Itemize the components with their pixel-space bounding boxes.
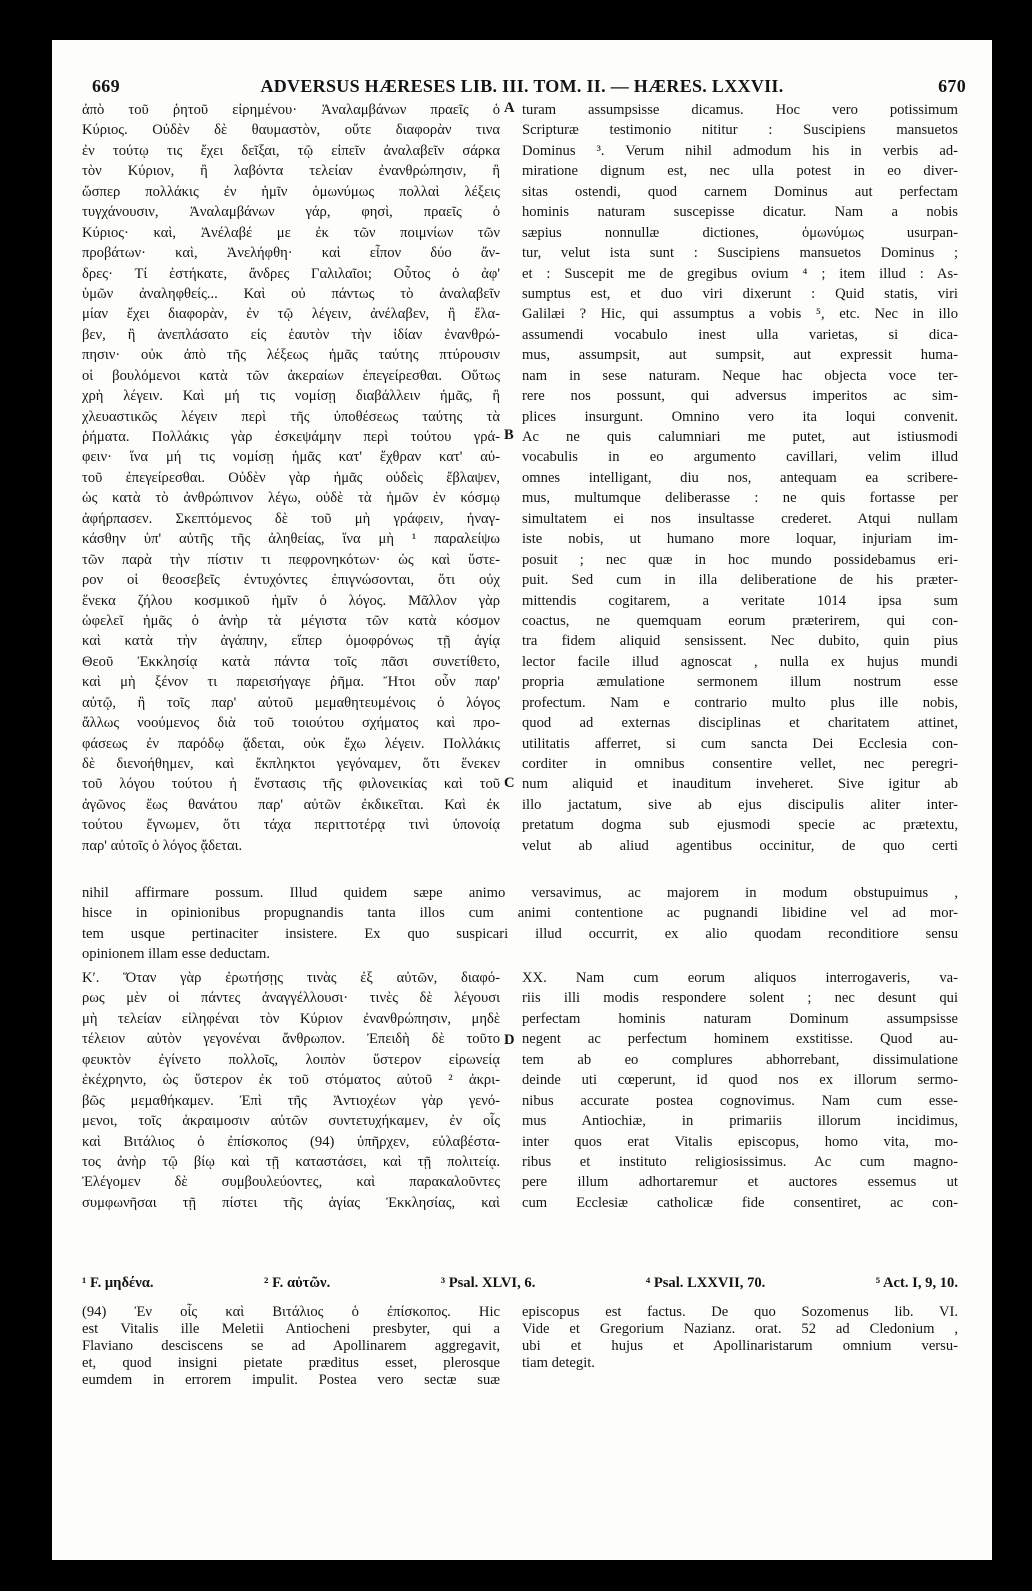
text-line: Ac ne quis calumniari me putet, aut istiusmodi <box>522 429 958 445</box>
text-line: illo jactatum, sive ab ejus discipulis aliter inter- <box>522 796 958 813</box>
text-line: rere nos possunt, qui adversus imperitos ac sim- <box>522 388 958 405</box>
page-number-left: 669 <box>92 76 120 96</box>
text-line: mittendis cogitarem, a veritate 1014 ipsa sum <box>522 592 958 609</box>
text-line: opinionem illam esse deductam. <box>82 946 271 963</box>
text-line: καὶ Βιτάλιος ὁ ἐπίσκοπος (94) ὑπῆρχεν, εὐλαβέστα- <box>82 1133 500 1150</box>
text-line: nibus accurate postea cognovimus. Nam cum esse- <box>522 1092 958 1109</box>
text-line: οἱ βουλόμενοι κατὰ τῶν ἀκεραίων ἐπεγείρεσθαι. Οὕτως <box>82 367 500 384</box>
text-line: tem ab eo complures abhorrebant, dissimulatione <box>522 1051 958 1068</box>
page-number-right: 670 <box>938 76 966 96</box>
paper-sheet <box>52 40 992 1560</box>
text-line: nam in sese naturam. Neque hac objecta voce ter- <box>522 367 958 384</box>
text-line: et, quod insigni pietate præditus esset, plerosque <box>82 1355 500 1371</box>
footnotes <box>82 1275 958 1292</box>
text-line: Flaviano desciscens se ad Apollinarem aggregavit, <box>82 1338 500 1354</box>
text-line: καὶ μὴ ξένον τι παρεισήγαγε ῥῆμα. Ἤτοι οὖν παρ' <box>82 674 500 691</box>
text-line: μίαν ἔχει διαφορὰν, ἐν τῷ λέγειν, ἀνέλαβεν, ἢ ἔλα- <box>82 306 500 323</box>
text-line: puit. Sed cum in illa deliberatione de his præter- <box>522 572 958 589</box>
footnote: ⁴ Psal. LXXVII, 70. <box>645 1275 766 1291</box>
text-line: καὶ κατὰ τὴν ἀγάπην, εἴπερ ὁμοφρόνως τῇ ἁγίᾳ <box>82 633 500 650</box>
text-line: est Vitalis ille Meletii Antiocheni presbyter, qui a <box>82 1321 500 1337</box>
text-line: ὡς κατὰ τὸ ἀνθρώπινον λέγω, οὐδὲ τὰ ἡμῶν ἐν κόσμῳ <box>82 490 500 507</box>
text-line: τοῦ λόγου τούτου ἡ ἔνστασις τῆς φιλονεικίας καὶ τοῦ <box>82 776 500 793</box>
text-line: ubi et hujus et Apollinaristarum omnium versu- <box>522 1338 958 1354</box>
text-line: negent ac perfectum hominem exstitisse. Quod au- <box>522 1031 958 1048</box>
text-line: corditer in omnibus consentire vellet, nec peregri- <box>522 756 958 772</box>
text-line: velut ab aliud agentibus occinitur, de quo certi <box>522 837 958 854</box>
text-line: deinde uti cœperunt, id quod nos ex illorum sermo- <box>522 1072 958 1089</box>
text-line: παρ' αὐτοῖς ὁ λόγος ᾄδεται. <box>82 837 243 854</box>
text-line: ἐν τούτῳ τις ἔχει δεῖξαι, τῷ εἰπεῖν ἀναλαβεῖν σάρκα <box>82 142 500 159</box>
text-line: Dominus ³. Verum nihil admodum his in verbis ad- <box>522 142 958 159</box>
text-line: χρὴ λέγειν. Καὶ μή τις νομίσῃ διαβάλλειν ἡμᾶς, ἢ <box>82 388 500 405</box>
text-line: ρον οἱ θεοσεβεῖς ἐντυχόντες ἐπιγνώσονται, ὅτι οὐχ <box>82 572 500 589</box>
text-line: riis illi modis respondere solent ; nec desunt qui <box>522 990 958 1007</box>
text-line: profectum. Nam e contrario multo plus ille nobis, <box>522 694 958 711</box>
text-line: inter quos erat Vitalis episcopus, homo vita, mo- <box>522 1133 958 1150</box>
text-line: et : Suscepit me de gregibus ovium ⁴ ; item illud : As- <box>522 265 958 282</box>
text-line: ῥήματα. Πολλάκις γὰρ ἐσκεψάμην περὶ τούτου γρά- <box>82 429 500 445</box>
text-line: Scripturæ testimonio nititur : Suscipiens mansuetos <box>522 122 958 139</box>
text-line: coactus, ne quemquam eorum præterirem, qui con- <box>522 612 958 629</box>
text-line: ἕνεκα ζήλου κοσμικοῦ ἡμῖν ὁ λόγος. Μᾶλλον γὰρ <box>82 592 500 609</box>
text-line: φειν· ἵνα μή τις νομίσῃ ἡμᾶς κατ' ἔχθραν κατ' αὐ- <box>82 449 500 466</box>
text-line: τέλειον αὐτὸν γεγονέναι ἄνθρωπον. Ἐπειδὴ δὲ τοῦτο <box>82 1031 500 1048</box>
text-line: tur, velut ista sunt : Suscipiens mansuetos Dominus ; <box>522 245 958 262</box>
text-line: φάσεως ἐν παρόδῳ ᾄδεται, οὐκ ἔχω λέγειν. Πολλάκις <box>82 735 500 752</box>
text-line: μὴ τελείαν εἰληφέναι τὸν Κύριον ἐνανθρώπησιν, μηδὲ <box>82 1010 500 1027</box>
text-line: ribus et instituto religiosissimus. Ac cum magno- <box>522 1153 958 1170</box>
text-line: mus, assumpsit, aut sumpsit, aut expressit huma- <box>522 347 958 364</box>
text-line: propria æmulatione sermonem illum nostrum esse <box>522 674 958 691</box>
text-line: tra fidem aliquid sensissent. Nec dubito, quin pius <box>522 633 958 650</box>
text-line: ἀγῶνος ἕως θανάτου παρ' αὐτῶν ἐκδικεῖται. Καὶ ἐκ <box>82 796 500 813</box>
text-line: φευκτὸν ἐγίνετο πολλοῖς, λοιπὸν ὕστερον εἰρωνείᾳ <box>82 1051 500 1068</box>
commentary-note-right <box>522 1304 958 1372</box>
text-line: tem usque pertinaciter insistere. Ex quo suspicari illud occurrit, ex alio quodam reconditiore sensu <box>82 925 958 942</box>
margin-letter-c: C <box>504 775 515 791</box>
text-line: episcopus est factus. De quo Sozomenus lib. VI. <box>522 1304 958 1320</box>
text-line: utilitatis afferret, si cum sancta Dei Ecclesia con- <box>522 735 958 752</box>
text-line: simultatem ei nos insultasse crederet. Atqui nullam <box>522 510 958 527</box>
text-line: posuit ; nec quæ in hoc mundo possidebamus eri- <box>522 551 958 568</box>
text-line: προβάτων· καὶ, Ἀνελήφθη· καὶ εἶπον δύο ἄν- <box>82 245 500 262</box>
text-line: Κύριος· καὶ, Ἀνέλαβέ με ἐκ τῶν ποιμνίων τῶν <box>82 224 500 241</box>
text-line: μενοι, τοῖς ἀκραιμοσιν αὐτῶν συντετυχήκαμεν, ἐν οἷς <box>82 1113 500 1130</box>
text-line: ἐκέχρηντο, ὡς ὕστερον ἐκ τοῦ στόματος αὐτοῦ ² ἀκρι- <box>82 1072 500 1089</box>
text-line: mus, multumque deliberasse : ne quis fortasse per <box>522 490 958 507</box>
text-line: πησιν· οὐκ ἀπὸ τῆς λέξεως ἡμᾶς ταύτης πτύρουσιν <box>82 347 500 364</box>
text-line: pere illum adhortaremur et auctores essemus ut <box>522 1174 958 1191</box>
text-line: hominis naturam suscepisse dicatur. Nam a nobis <box>522 204 958 221</box>
text-line: quod ad externas disciplinas et charitatem attinet, <box>522 715 958 732</box>
text-line: βῶς μεμαθήκαμεν. Ἐπὶ τῆς Ἀντιοχέων γὰρ γενό- <box>82 1092 500 1109</box>
text-line: τούτου ἔγνωμεν, ὅτι τάχα περιττοτέρᾳ τινὶ ὑπονοίᾳ <box>82 817 500 834</box>
text-line: συμφωνῆσαι τῇ πίστει τῆς ἁγίας Ἐκκλησίας, καὶ <box>82 1194 500 1211</box>
text-line: τὸν Κύριον, ἢ λαβόντα τελείαν ἐνανθρώπησιν, ἢ <box>82 163 500 180</box>
text-line: sitas ostendi, quod carnem Dominus aut perfectam <box>522 183 958 200</box>
text-line: iste nobis, ut humano more loquar, injuriam im- <box>522 531 958 548</box>
text-line: ἀπὸ τοῦ ῥητοῦ εἰρημένου· Ἀναλαμβάνων πραεῖς ὁ <box>82 102 500 118</box>
text-line: turam assumpsisse dicamus. Hoc vero potissimum <box>522 102 958 118</box>
running-title: ADVERSUS HÆRESES LIB. III. TOM. II. — HÆRES. LXXVII. <box>260 76 784 96</box>
text-line: perfectam hominis naturam Dominum assumpsisse <box>522 1010 958 1027</box>
text-line: sumptus est, et duo viri dixerunt : Quid statis, viri <box>522 285 958 302</box>
footnote: ⁵ Act. I, 9, 10. <box>875 1275 958 1291</box>
margin-letter-b: B <box>504 427 514 443</box>
text-line: τῶν παρὰ τὴν πίστιν τι πεφρονηκότων· ὡς καὶ ὕστε- <box>82 551 500 568</box>
footnote: ¹ F. μηδένα. <box>82 1275 154 1291</box>
text-line: omnes intelligant, diu nos, antequam ea scribere- <box>522 469 958 486</box>
greek-column-section-xx <box>82 968 500 1213</box>
text-line: ὥσπερ πολλάκις ἐν ἡμῖν ὁμωνύμως πολλαὶ λέξεις <box>82 183 500 200</box>
text-line: ἀφήρπασεν. Σκεπτόμενος δὲ τοῦ μὴ γράφειν, ἠναγ- <box>82 510 500 527</box>
full-width-text <box>82 883 958 965</box>
latin-column <box>522 100 958 856</box>
text-line: num aliquid et inauditum inveheret. Sive igitur ab <box>522 776 958 793</box>
greek-column <box>82 100 500 856</box>
text-line: δὲ διενοήθημεν, καὶ ἔκπληκτοι γεγόναμεν, ὅτι ἕνεκεν <box>82 756 500 772</box>
text-line: Θεοῦ Ἐκκλησίᾳ κατὰ πάντα τοῖς πᾶσι συνετίθετο, <box>82 653 500 670</box>
text-line: (94) Ἐν οἷς καὶ Βιτάλιος ὁ ἐπίσκοπος. Hic <box>82 1304 500 1320</box>
text-line: ρως μὲν οἱ πάντες ἀναγγέλλουσι· τινὲς δὲ λέγουσι <box>82 990 500 1007</box>
text-line: pretatum dogma sub ejusmodi specie ac prætextu, <box>522 817 958 834</box>
text-line: τοῦ ἐπεγείρεσθαι. Οὐδὲν γὰρ ἡμᾶς οὐδεὶς ἔβλαψεν, <box>82 469 500 486</box>
text-line: Κύριος. Οὐδὲν δὲ θαυμαστὸν, οὔτε διαφορὰν τινα <box>82 122 500 139</box>
footnote: ³ Psal. XLVI, 6. <box>440 1275 536 1291</box>
text-line: ἄλλως νοούμενος διὰ τοῦ τοιούτου σχήματος καὶ προ- <box>82 715 500 732</box>
text-line: τυγχάνουσιν, Ἀναλαμβάνων γάρ, φησὶ, πραεῖς ὁ <box>82 204 500 221</box>
text-line: χλευαστικῶς λέγειν περὶ τῆς ὑποθέσεως ταύτης τὰ <box>82 408 500 425</box>
text-line: assumendi vocabulo inest ulla varietas, si dica- <box>522 326 958 343</box>
text-line: plices insurgunt. Omnino vero ita loqui convenit. <box>522 408 958 425</box>
text-line: XX. Nam cum eorum aliquos interrogaveris, va- <box>522 970 958 986</box>
text-line: vocabulis in eo argumento cavillari, velim illud <box>522 449 958 466</box>
text-line: cum Ecclesiæ catholicæ fide consentiret, ac con- <box>522 1194 958 1211</box>
text-line: βεν, ἢ ἀνεπλάσατο εἰς ἑαυτὸν τὴν ἰδίαν ἐνανθρώ- <box>82 326 500 343</box>
text-line: nihil affirmare possum. Illud quidem sæpe animo versavimus, ac majorem in modum obstupuimus , <box>82 885 958 901</box>
commentary-note-left <box>82 1304 500 1389</box>
footnote: ² F. αὐτῶν. <box>264 1275 331 1291</box>
running-header <box>52 76 992 102</box>
text-line: tiam detegit. <box>522 1355 595 1371</box>
text-line: τος ἀνὴρ τῷ βίῳ καὶ τῇ καταστάσει, καὶ τῇ πολιτείᾳ. <box>82 1153 500 1170</box>
margin-letter-d: D <box>504 1032 515 1048</box>
text-line: κάσθην ὑπ' αὐτῆς τῆς ἀληθείας, ἵνα μὴ ¹ παραλείψω <box>82 531 500 548</box>
text-line: ὑμῶν ἀναληφθείς... Καὶ οὐ πάντως τὸ ἀναλαβεῖν <box>82 285 500 302</box>
text-line: Ἐλέγομεν δὲ συμβουλεύοντες, καὶ παρακαλοῦντες <box>82 1174 500 1191</box>
text-line: miratione dignum est, nec ulla potest in eo diver- <box>522 163 958 180</box>
margin-letter-a: A <box>504 100 515 116</box>
text-line: mus Antiochiæ, in primariis illorum incidimus, <box>522 1113 958 1130</box>
text-line: Κʹ. Ὅταν γὰρ ἐρωτήσῃς τινὰς ἐξ αὐτῶν, διαφό- <box>82 970 500 986</box>
latin-column-section-xx <box>522 968 958 1213</box>
text-line: ὠφελεῖ ἡμᾶς ὁ ἀνὴρ τὰ μέγιστα τῶν κατὰ κόσμον <box>82 612 500 629</box>
text-line: hisce in opinionibus propugnandis tanta illos cum animi contentione ac pugnandi libidine vel ad mor- <box>82 905 958 922</box>
text-line: δρες· Τί ἑστήκατε, ἄνδρες Γαλιλαῖοι; Οὗτος ὁ ἀφ' <box>82 265 500 282</box>
text-line: Galilæi ? Hic, qui assumptus a vobis ⁵, etc. Nec in illo <box>522 306 958 323</box>
text-line: sæpius nonnullæ dictiones, ὁμωνύμως usurpan- <box>522 224 958 241</box>
text-line: Vide et Gregorium Nazianz. orat. 52 ad Cledonium , <box>522 1321 958 1337</box>
text-line: lector facile illud agnoscat , nulla ex hujus mundi <box>522 653 958 670</box>
text-line: eumdem in errorem impulit. Postea vero sectæ suæ <box>82 1372 500 1388</box>
text-line: αὐτῷ, ἢ τοῖς παρ' αὐτοῦ μεμαθητευμένοις ὁ λόγος <box>82 694 500 711</box>
